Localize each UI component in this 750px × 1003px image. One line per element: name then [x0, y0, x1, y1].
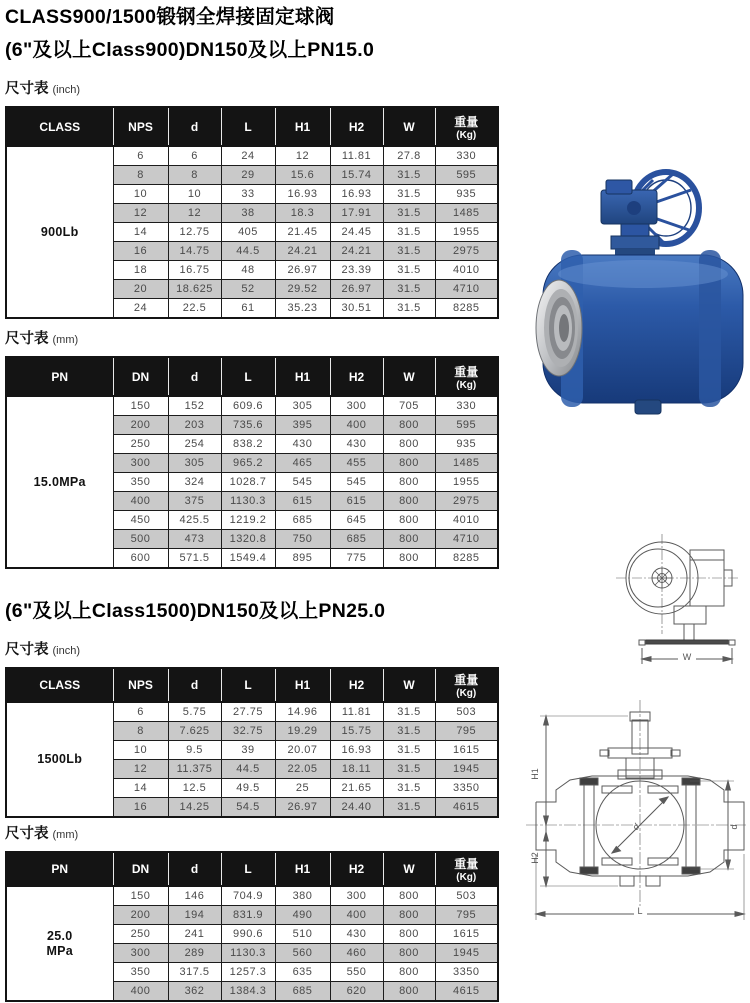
- table-cell: 795: [435, 906, 498, 925]
- table-cell: 10: [113, 741, 168, 760]
- table-cell: 146: [168, 886, 221, 906]
- table-cell: 8: [113, 166, 168, 185]
- table-cell: 289: [168, 944, 221, 963]
- table-cell: 595: [435, 416, 498, 435]
- column-header: W: [383, 852, 435, 886]
- table-cell: 31.5: [383, 760, 435, 779]
- table-cell: 35.23: [275, 299, 330, 319]
- h1-dimension-label: H1: [530, 768, 540, 780]
- table-cell: 12.5: [168, 779, 221, 798]
- caption-unit: (inch): [52, 645, 81, 657]
- table-cell: 1485: [435, 454, 498, 473]
- table-cell: 44.5: [221, 242, 275, 261]
- table-cell: 52: [221, 280, 275, 299]
- column-header: d: [168, 357, 221, 396]
- table-row: [6, 702, 498, 722]
- table-cell: 11.81: [330, 702, 383, 722]
- group-label: 1500Lb: [6, 702, 113, 817]
- table-cell: 4710: [435, 530, 498, 549]
- table-cell: 510: [275, 925, 330, 944]
- table-cell: 1257.3: [221, 963, 275, 982]
- table-cell: 430: [275, 435, 330, 454]
- column-header: L: [221, 852, 275, 886]
- table-cell: 990.6: [221, 925, 275, 944]
- table-cell: 1945: [435, 944, 498, 963]
- caption-text: 尺寸表: [5, 826, 49, 842]
- table-cell: 800: [383, 416, 435, 435]
- table-cell: 8: [113, 722, 168, 741]
- table-cell: 550: [330, 963, 383, 982]
- table-cell: 1615: [435, 925, 498, 944]
- table-caption: [5, 80, 500, 99]
- column-header: d: [168, 107, 221, 146]
- table-caption: [5, 641, 500, 660]
- table-cell: 4615: [435, 798, 498, 818]
- table-cell: 635: [275, 963, 330, 982]
- table-cell: 26.97: [275, 261, 330, 280]
- table-cell: 26.97: [330, 280, 383, 299]
- table-cell: 24: [113, 299, 168, 319]
- table-cell: 3350: [435, 963, 498, 982]
- table-cell: 1615: [435, 741, 498, 760]
- table-cell: 24.45: [330, 223, 383, 242]
- column-header: DN: [113, 852, 168, 886]
- table-cell: 21.45: [275, 223, 330, 242]
- table-cell: 27.75: [221, 702, 275, 722]
- table-cell: 935: [435, 185, 498, 204]
- table-row: [6, 886, 498, 906]
- table-cell: 965.2: [221, 454, 275, 473]
- table-cell: 330: [435, 146, 498, 166]
- table-cell: 685: [330, 530, 383, 549]
- table-section-900lb-inch: [5, 80, 500, 319]
- table-cell: 1384.3: [221, 982, 275, 1002]
- table-cell: 16.93: [275, 185, 330, 204]
- table-cell: 24.21: [330, 242, 383, 261]
- table-cell: 704.9: [221, 886, 275, 906]
- valve-product-photo: [503, 150, 750, 416]
- column-header: NPS: [113, 668, 168, 702]
- table-cell: 1219.2: [221, 511, 275, 530]
- table-cell: 750: [275, 530, 330, 549]
- table-cell: 18.3: [275, 204, 330, 223]
- column-header: H2: [330, 668, 383, 702]
- table-cell: 400: [113, 982, 168, 1002]
- table-cell: 615: [275, 492, 330, 511]
- table-cell: 16.93: [330, 741, 383, 760]
- caption-text: 尺寸表: [5, 81, 49, 97]
- table-cell: 685: [275, 511, 330, 530]
- table-cell: 645: [330, 511, 383, 530]
- valve-photo-art: [503, 150, 750, 416]
- d-diagonal-dimension-label: d: [630, 821, 642, 833]
- table-section-25mpa-mm: [5, 825, 500, 1002]
- table-cell: 800: [383, 530, 435, 549]
- column-header: L: [221, 668, 275, 702]
- section2-title: (6"及以上Class1500)DN150及以上PN25.0: [5, 600, 386, 622]
- table-cell: 20: [113, 280, 168, 299]
- table-cell: 200: [113, 906, 168, 925]
- table-cell: 503: [435, 702, 498, 722]
- table-cell: 1320.8: [221, 530, 275, 549]
- caption-unit: (mm): [52, 829, 79, 841]
- table-cell: 200: [113, 416, 168, 435]
- table-cell: 609.6: [221, 396, 275, 416]
- column-header: H1: [275, 357, 330, 396]
- table-cell: 254: [168, 435, 221, 454]
- content-column: [5, 0, 500, 1002]
- column-header: H2: [330, 107, 383, 146]
- table-cell: 775: [330, 549, 383, 569]
- column-header: H1: [275, 107, 330, 146]
- table-cell: 31.5: [383, 779, 435, 798]
- table-cell: 12: [275, 146, 330, 166]
- table-cell: 1485: [435, 204, 498, 223]
- table-cell: 545: [275, 473, 330, 492]
- table-cell: 1955: [435, 223, 498, 242]
- table-cell: 12.75: [168, 223, 221, 242]
- table-cell: 405: [221, 223, 275, 242]
- table-cell: 800: [383, 454, 435, 473]
- table-cell: 31.5: [383, 223, 435, 242]
- table-cell: 14.96: [275, 702, 330, 722]
- table-cell: 1028.7: [221, 473, 275, 492]
- table-cell: 455: [330, 454, 383, 473]
- table-cell: 203: [168, 416, 221, 435]
- table-cell: 23.39: [330, 261, 383, 280]
- table-cell: 375: [168, 492, 221, 511]
- side-view-drawing: [612, 530, 750, 670]
- table-section-15mpa-mm: [5, 330, 500, 569]
- table-cell: 250: [113, 435, 168, 454]
- table-cell: 460: [330, 944, 383, 963]
- table-cell: 16.75: [168, 261, 221, 280]
- table-cell: 31.5: [383, 798, 435, 818]
- group-label: 900Lb: [6, 146, 113, 318]
- table-cell: 48: [221, 261, 275, 280]
- table-cell: 12: [113, 204, 168, 223]
- table-cell: 250: [113, 925, 168, 944]
- section1-title: (6"及以上Class900)DN150及以上PN15.0: [5, 39, 375, 61]
- table-cell: 22.5: [168, 299, 221, 319]
- table-cell: 29.52: [275, 280, 330, 299]
- column-header: H1: [275, 852, 330, 886]
- table-cell: 31.5: [383, 741, 435, 760]
- group-label: 25.0 MPa: [6, 886, 113, 1001]
- table-cell: 11.375: [168, 760, 221, 779]
- table-cell: 560: [275, 944, 330, 963]
- table-cell: 6: [113, 146, 168, 166]
- table-cell: 12: [168, 204, 221, 223]
- table-cell: 305: [275, 396, 330, 416]
- table-cell: 8: [168, 166, 221, 185]
- table-cell: 705: [383, 396, 435, 416]
- table-cell: 16.93: [330, 185, 383, 204]
- table-cell: 473: [168, 530, 221, 549]
- group-label: 15.0MPa: [6, 396, 113, 568]
- table-cell: 19.29: [275, 722, 330, 741]
- column-header: d: [168, 668, 221, 702]
- column-header-weight: 重量 (Kg): [435, 357, 498, 396]
- table-cell: 685: [275, 982, 330, 1002]
- table-cell: 31.5: [383, 702, 435, 722]
- table-cell: 12: [113, 760, 168, 779]
- table-cell: 800: [383, 906, 435, 925]
- table-cell: 350: [113, 963, 168, 982]
- table-cell: 2975: [435, 492, 498, 511]
- table-cell: 2975: [435, 242, 498, 261]
- table-cell: 8285: [435, 549, 498, 569]
- table-cell: 430: [330, 925, 383, 944]
- table-cell: 49.5: [221, 779, 275, 798]
- table-cell: 300: [113, 944, 168, 963]
- table-cell: 300: [330, 396, 383, 416]
- table-cell: 400: [330, 416, 383, 435]
- dim-table-900lb-inch: [5, 106, 499, 319]
- table-cell: 22.05: [275, 760, 330, 779]
- cross-section-drawing: [522, 692, 750, 932]
- table-cell: 3350: [435, 779, 498, 798]
- table-cell: 32.75: [221, 722, 275, 741]
- table-cell: 800: [383, 492, 435, 511]
- table-cell: 400: [113, 492, 168, 511]
- table-cell: 11.81: [330, 146, 383, 166]
- table-cell: 152: [168, 396, 221, 416]
- table-cell: 831.9: [221, 906, 275, 925]
- table-cell: 300: [113, 454, 168, 473]
- column-header-weight: 重量 (Kg): [435, 852, 498, 886]
- column-header: W: [383, 668, 435, 702]
- table-cell: 838.2: [221, 435, 275, 454]
- table-cell: 31.5: [383, 166, 435, 185]
- dim-table-15mpa-mm: [5, 356, 499, 569]
- table-cell: 10: [113, 185, 168, 204]
- table-cell: 31.5: [383, 185, 435, 204]
- column-header: W: [383, 107, 435, 146]
- table-cell: 400: [330, 906, 383, 925]
- table-cell: 800: [383, 944, 435, 963]
- table-cell: 6: [113, 702, 168, 722]
- table-cell: 194: [168, 906, 221, 925]
- table-cell: 150: [113, 396, 168, 416]
- page-title: CLASS900/1500锻钢全焊接固定球阀: [5, 6, 335, 28]
- table-cell: 18.625: [168, 280, 221, 299]
- column-header: H2: [330, 852, 383, 886]
- side-view-art: [612, 530, 750, 670]
- caption-unit: (mm): [52, 334, 79, 346]
- dim-table-25mpa-mm: [5, 851, 499, 1002]
- table-row: [6, 146, 498, 166]
- table-cell: 615: [330, 492, 383, 511]
- table-cell: 14.75: [168, 242, 221, 261]
- table-cell: 26.97: [275, 798, 330, 818]
- table-cell: 241: [168, 925, 221, 944]
- table-cell: 395: [275, 416, 330, 435]
- cross-section-art: [522, 692, 750, 932]
- table-cell: 800: [383, 435, 435, 454]
- table-cell: 503: [435, 886, 498, 906]
- table-cell: 6: [168, 146, 221, 166]
- caption-text: 尺寸表: [5, 331, 49, 347]
- table-cell: 1549.4: [221, 549, 275, 569]
- table-cell: 300: [330, 886, 383, 906]
- table-cell: 500: [113, 530, 168, 549]
- table-cell: 61: [221, 299, 275, 319]
- column-header: W: [383, 357, 435, 396]
- table-cell: 24.21: [275, 242, 330, 261]
- table-cell: 324: [168, 473, 221, 492]
- table-cell: 450: [113, 511, 168, 530]
- table-cell: 305: [168, 454, 221, 473]
- table-cell: 362: [168, 982, 221, 1002]
- table-caption: [5, 825, 500, 844]
- table-row: [6, 396, 498, 416]
- table-cell: 31.5: [383, 261, 435, 280]
- table-cell: 31.5: [383, 299, 435, 319]
- table-cell: 31.5: [383, 280, 435, 299]
- w-dimension-label: W: [682, 652, 692, 662]
- table-cell: 595: [435, 166, 498, 185]
- table-cell: 18: [113, 261, 168, 280]
- table-cell: 33: [221, 185, 275, 204]
- dim-table-1500lb-inch: [5, 667, 499, 818]
- caption-text: 尺寸表: [5, 642, 49, 658]
- table-cell: 800: [383, 886, 435, 906]
- table-cell: 10: [168, 185, 221, 204]
- table-cell: 1955: [435, 473, 498, 492]
- table-cell: 16: [113, 798, 168, 818]
- table-cell: 29: [221, 166, 275, 185]
- table-cell: 317.5: [168, 963, 221, 982]
- table-cell: 330: [435, 396, 498, 416]
- column-header: L: [221, 357, 275, 396]
- table-cell: 800: [383, 511, 435, 530]
- table-cell: 39: [221, 741, 275, 760]
- column-header: DN: [113, 357, 168, 396]
- table-cell: 735.6: [221, 416, 275, 435]
- table-section-1500lb-inch: [5, 641, 500, 818]
- column-header: PN: [6, 357, 113, 396]
- table-cell: 9.5: [168, 741, 221, 760]
- table-cell: 1130.3: [221, 944, 275, 963]
- table-cell: 800: [383, 925, 435, 944]
- table-cell: 7.625: [168, 722, 221, 741]
- column-header: CLASS: [6, 668, 113, 702]
- table-cell: 25: [275, 779, 330, 798]
- table-cell: 4615: [435, 982, 498, 1002]
- column-header: PN: [6, 852, 113, 886]
- table-cell: 15.74: [330, 166, 383, 185]
- table-cell: 465: [275, 454, 330, 473]
- table-cell: 600: [113, 549, 168, 569]
- table-cell: 895: [275, 549, 330, 569]
- table-cell: 14: [113, 223, 168, 242]
- table-cell: 795: [435, 722, 498, 741]
- table-cell: 24.40: [330, 798, 383, 818]
- table-cell: 800: [383, 982, 435, 1002]
- column-header: H1: [275, 668, 330, 702]
- table-cell: 490: [275, 906, 330, 925]
- table-cell: 1945: [435, 760, 498, 779]
- table-cell: 14: [113, 779, 168, 798]
- table-cell: 30.51: [330, 299, 383, 319]
- table-cell: 5.75: [168, 702, 221, 722]
- table-cell: 31.5: [383, 722, 435, 741]
- table-cell: 380: [275, 886, 330, 906]
- table-cell: 1130.3: [221, 492, 275, 511]
- table-cell: 800: [383, 473, 435, 492]
- table-cell: 800: [383, 963, 435, 982]
- table-cell: 24: [221, 146, 275, 166]
- table-caption: [5, 330, 500, 349]
- table-cell: 8285: [435, 299, 498, 319]
- table-cell: 44.5: [221, 760, 275, 779]
- table-cell: 150: [113, 886, 168, 906]
- column-header-weight: 重量 (Kg): [435, 107, 498, 146]
- table-cell: 4710: [435, 280, 498, 299]
- table-cell: 935: [435, 435, 498, 454]
- column-header: L: [221, 107, 275, 146]
- table-cell: 545: [330, 473, 383, 492]
- table-cell: 800: [383, 549, 435, 569]
- d-right-dimension-label: d: [729, 824, 739, 830]
- caption-unit: (inch): [52, 84, 81, 96]
- table-cell: 425.5: [168, 511, 221, 530]
- table-cell: 4010: [435, 261, 498, 280]
- table-cell: 54.5: [221, 798, 275, 818]
- column-header-weight: 重量 (Kg): [435, 668, 498, 702]
- table-cell: 20.07: [275, 741, 330, 760]
- column-header: H2: [330, 357, 383, 396]
- table-cell: 4010: [435, 511, 498, 530]
- table-cell: 430: [330, 435, 383, 454]
- column-header: CLASS: [6, 107, 113, 146]
- table-cell: 31.5: [383, 204, 435, 223]
- h2-dimension-label: H2: [530, 852, 540, 864]
- table-cell: 350: [113, 473, 168, 492]
- table-cell: 15.6: [275, 166, 330, 185]
- column-header: NPS: [113, 107, 168, 146]
- table-cell: 17.91: [330, 204, 383, 223]
- table-cell: 14.25: [168, 798, 221, 818]
- l-dimension-label: L: [637, 906, 643, 916]
- table-cell: 21.65: [330, 779, 383, 798]
- table-cell: 620: [330, 982, 383, 1002]
- table-cell: 27.8: [383, 146, 435, 166]
- table-cell: 15.75: [330, 722, 383, 741]
- table-cell: 18.11: [330, 760, 383, 779]
- table-cell: 571.5: [168, 549, 221, 569]
- column-header: d: [168, 852, 221, 886]
- table-cell: 38: [221, 204, 275, 223]
- table-cell: 16: [113, 242, 168, 261]
- table-cell: 31.5: [383, 242, 435, 261]
